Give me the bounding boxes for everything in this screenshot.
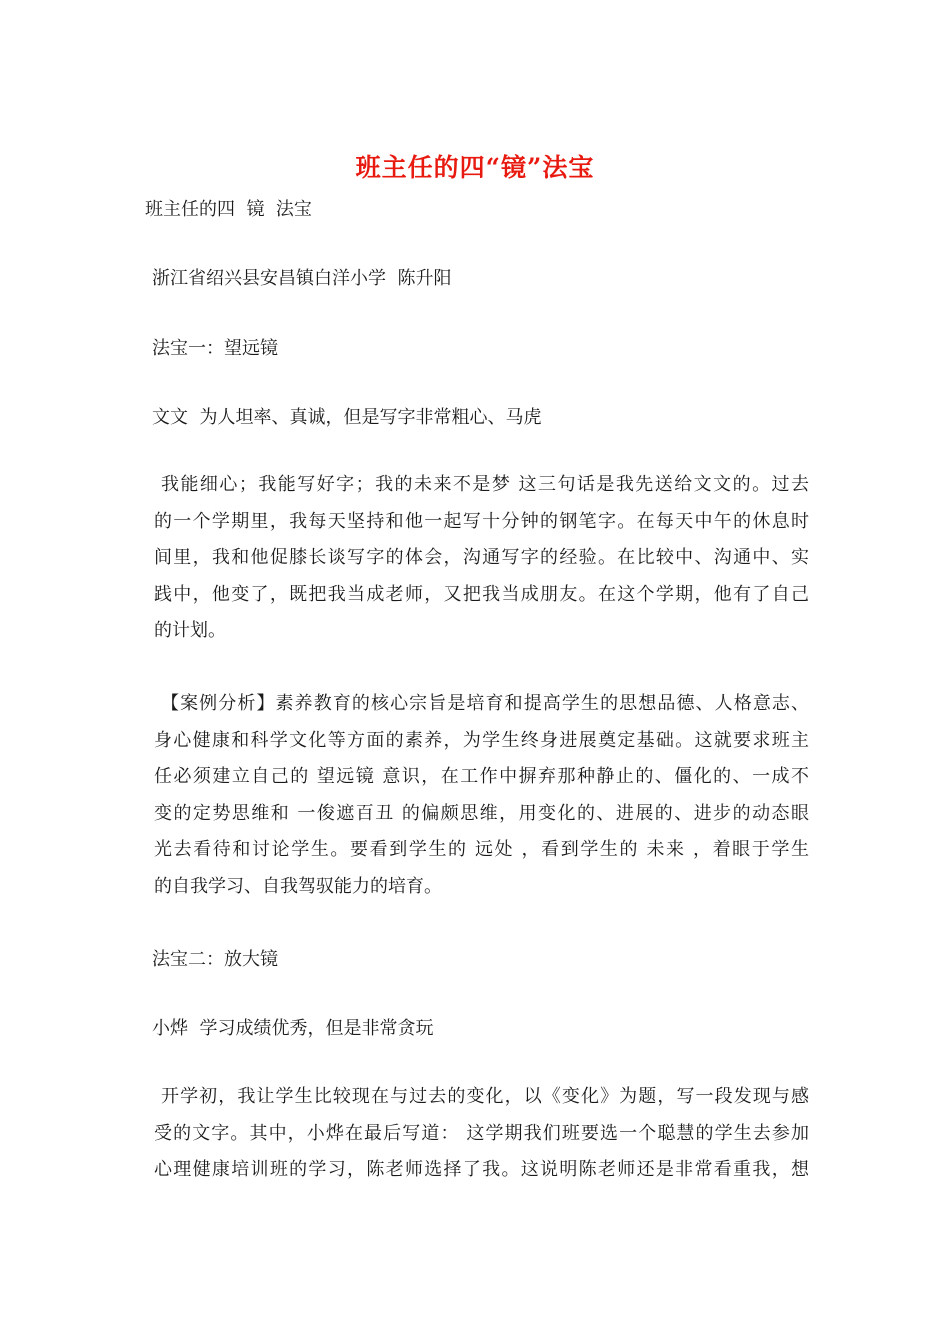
paragraph-3 [145,1079,809,1189]
paragraph-2-line: 任必须建立自己的 望远镜 意识，在工作中摒弃那种静止的、僵化的、一成不 [154,766,809,787]
paragraph-1-line: 间里，我和他促膝长谈写字的体会，沟通写字的经验。在比较中、沟通中、实 [154,547,809,568]
paragraph-2-line: 的自我学习、自我驾驭能力的培育。 [154,875,442,897]
author-line: 浙江省绍兴县安昌镇白洋小学 陈升阳 [152,268,452,289]
paragraph-1-line: 践中，他变了，既把我当成老师，又把我当成朋友。在这个学期，他有了自己 [154,583,809,605]
paragraph-2-line: 变的定势思维和 一俊遮百丑 的偏颇思维，用变化的、进展的、进步的动态眼 [154,802,809,824]
document-title: 班主任的四“镜”法宝 [355,153,595,182]
paragraph-1 [145,467,809,650]
paragraph-2-line: 身心健康和科学文化等方面的素养，为学生终身进展奠定基础。这就要求班主 [154,729,809,751]
section2-heading: 法宝二：放大镜 [152,949,278,970]
paragraph-2-line: 【案例分析】素养教育的核心宗旨是培育和提高学生的思想品德、人格意志、 [161,693,809,714]
paragraph-3-line: 受的文字。其中，小烨在最后写道： 这学期我们班要选一个聪慧的学生去参加 [154,1122,809,1144]
section2-case: 小烨 学习成绩优秀，但是非常贪玩 [152,1018,434,1039]
section1-case: 文文 为人坦率、真诚，但是写字非常粗心、马虎 [152,407,542,428]
paragraph-1-line: 我能细心；我能写好字；我的未来不是梦 这三句话是我先送给文文的。过去 [161,474,809,495]
paragraph-1-line: 的计划。 [154,620,226,641]
paragraph-3-line: 心理健康培训班的学习，陈老师选择了我。这说明陈老师还是非常看重我，想 [154,1159,809,1180]
paragraph-2-line: 光去看待和讨论学生。要看到学生的 远处 ，看到学生的 未来 ，着眼于学生 [154,839,809,860]
document-subtitle: 班主任的四 镜 法宝 [145,199,312,220]
paragraph-2 [145,686,809,905]
section1-heading: 法宝一：望远镜 [152,338,278,359]
paragraph-3-line: 开学初，我让学生比较现在与过去的变化，以《变化》为题，写一段发现与感 [161,1086,809,1107]
paragraph-1-line: 的一个学期里，我每天坚持和他一起写十分钟的钢笔字。在每天中午的休息时 [154,510,809,532]
